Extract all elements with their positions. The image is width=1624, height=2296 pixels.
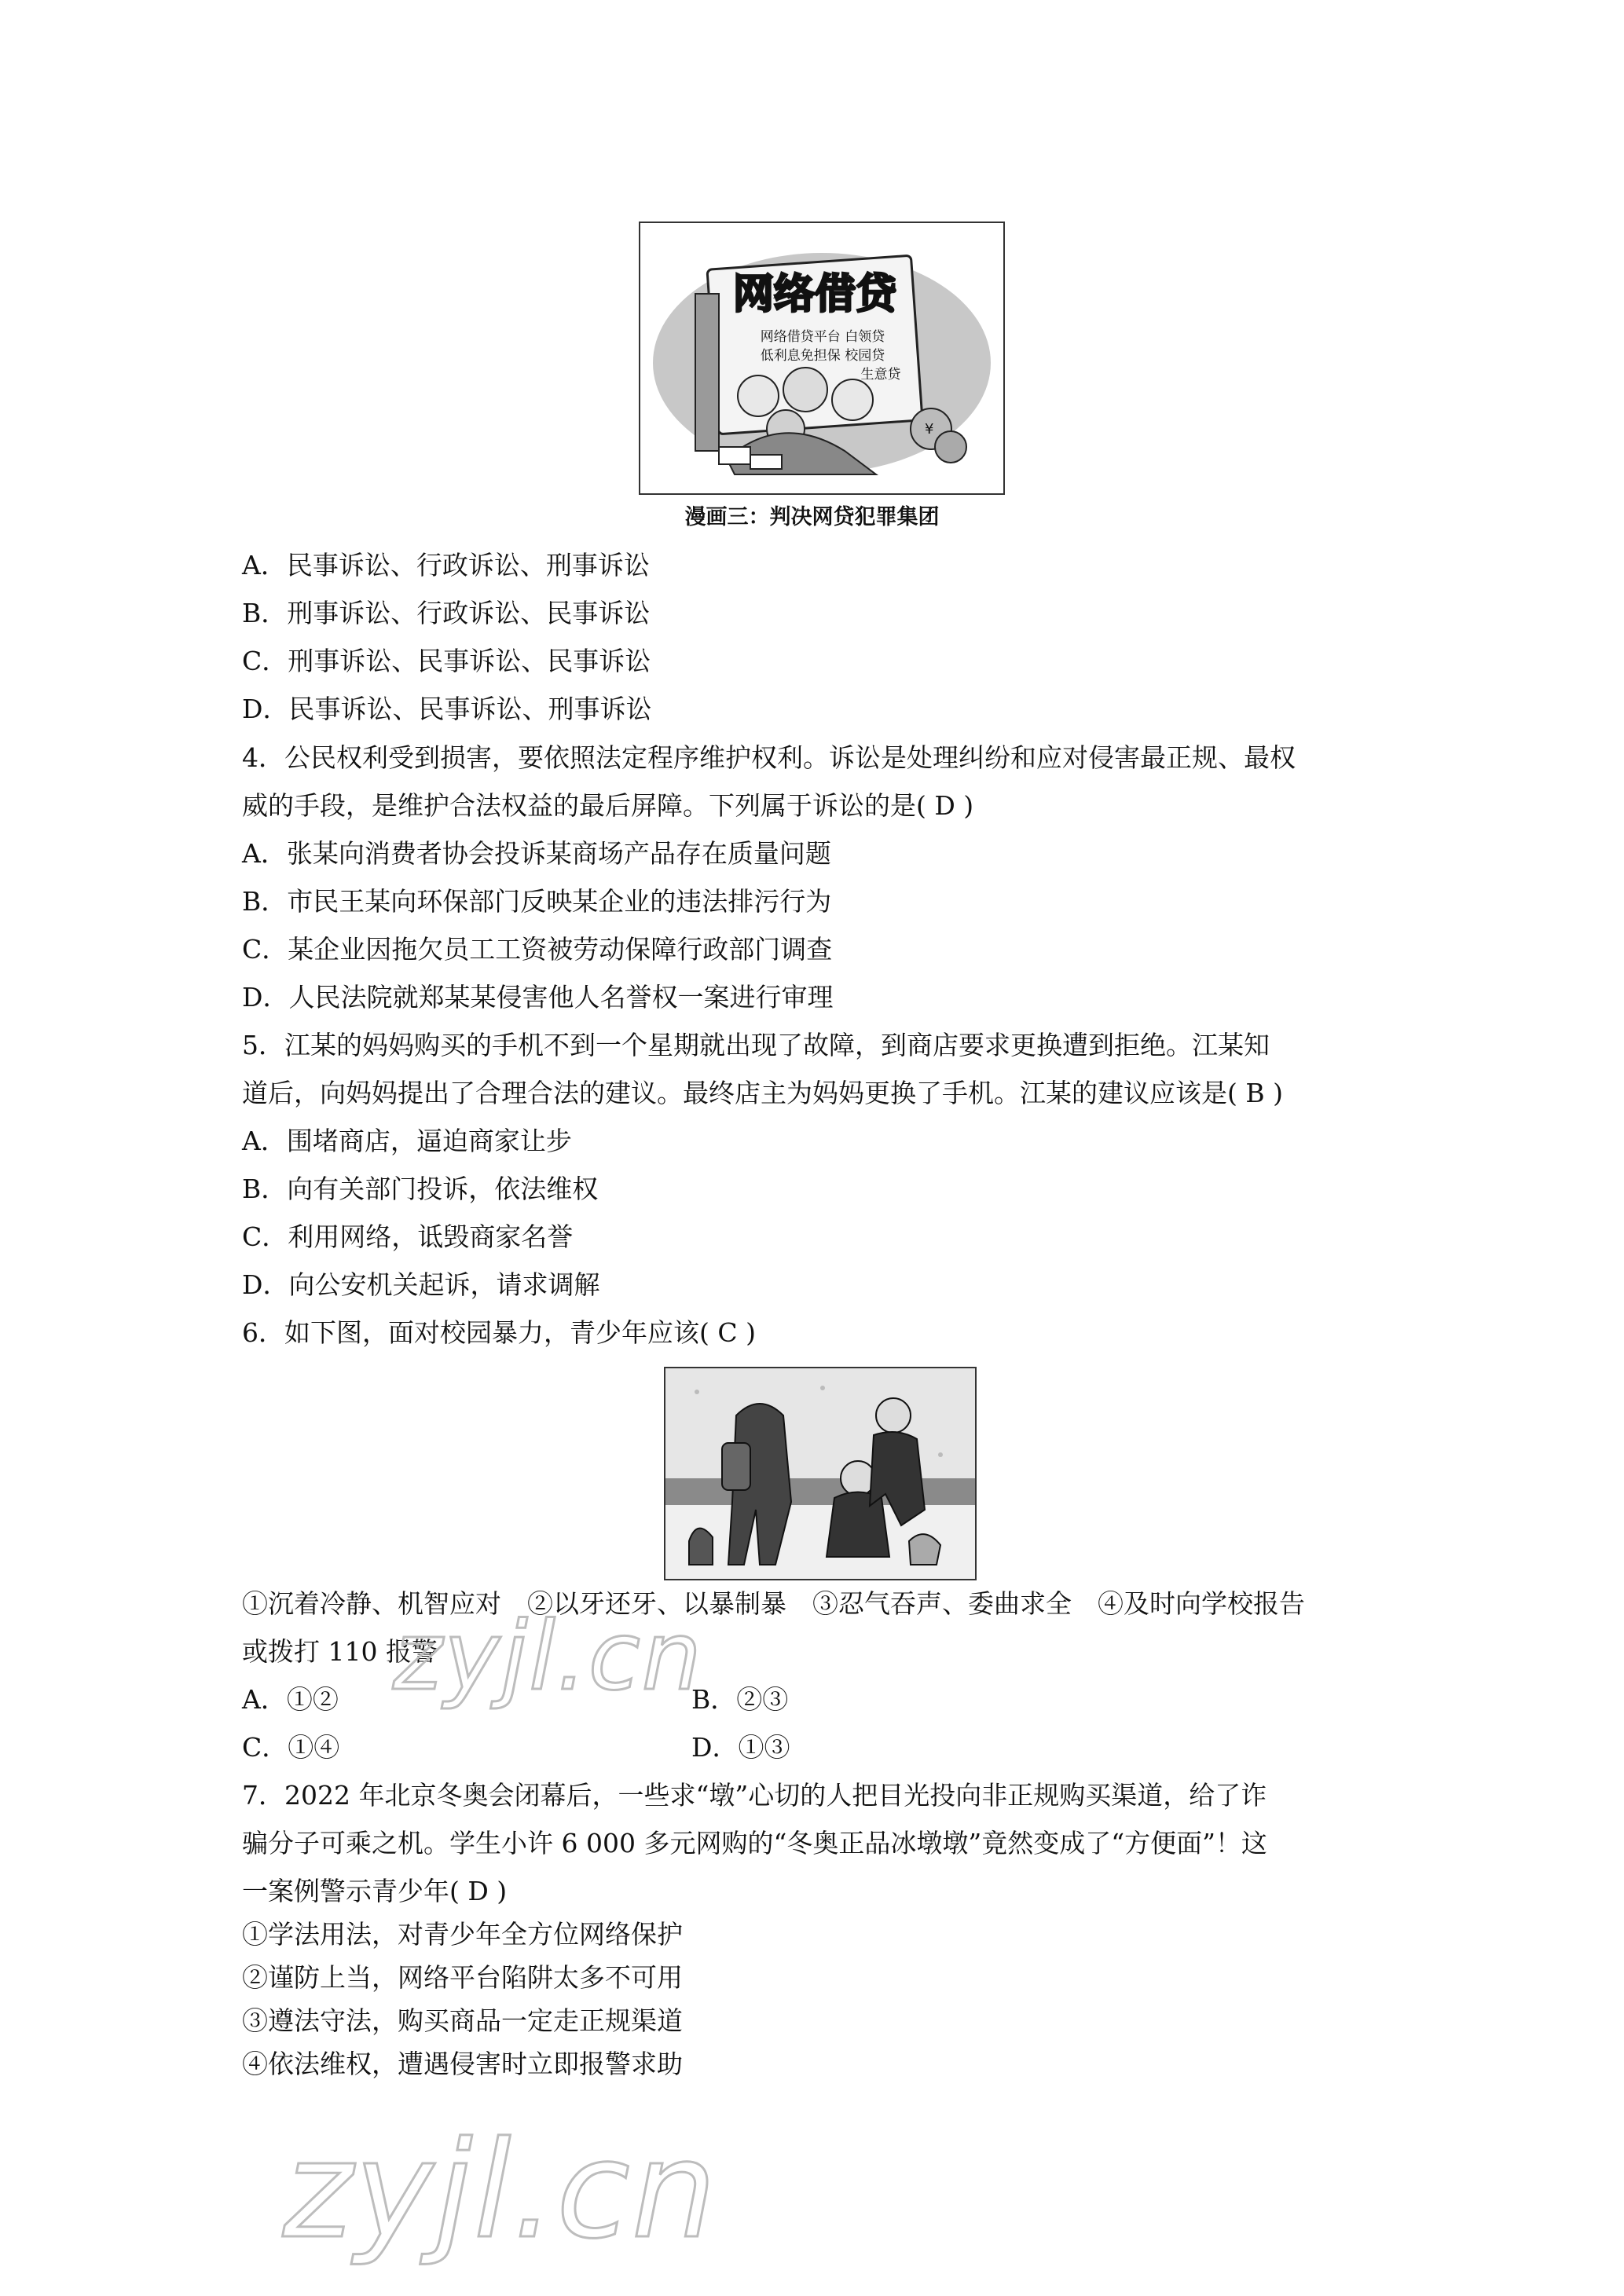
sign-line-3: 生意贷: [860, 367, 901, 383]
sign-line-1: 网络借贷平台 白领贷: [760, 329, 885, 345]
q3-option-b: B．刑事诉讼、行政诉讼、民事诉讼: [242, 598, 651, 628]
q4-option-c: C．某企业因拖欠员工工资被劳动保障行政部门调查: [242, 934, 833, 965]
q3-option-c: C．刑事诉讼、民事诉讼、民事诉讼: [242, 646, 651, 676]
sign-line-2: 低利息免担保 校园贷: [760, 348, 885, 364]
q6-option-c: C．①④: [242, 1732, 340, 1763]
q7-statement-4: ④依法维权，遭遇侵害时立即报警求助: [242, 2049, 683, 2079]
watermark-1: zyjl.cn: [393, 1602, 703, 1712]
q4-option-a: A．张某向消费者协会投诉某商场产品存在质量问题: [242, 838, 831, 869]
q6-statements-line-2: 或拨打 110 报警: [242, 1636, 438, 1667]
q4-stem-line-1: 4．公民权利受到损害，要依照法定程序维护权利。诉讼是处理纠纷和应对侵害最正规、最权: [242, 742, 1296, 773]
q3-option-d: D．民事诉讼、民事诉讼、刑事诉讼: [242, 694, 652, 724]
q6-option-d: D．①③: [691, 1732, 790, 1763]
q6-option-b: B．②③: [691, 1684, 789, 1715]
q7-stem-line-2: 骗分子可乘之机。学生小许 6 000 多元网购的“冬奥正品冰墩墩”竟然变成了“方便面”！这: [242, 1828, 1267, 1858]
q6-statements-line-1: ①沉着冷静、机智应对 ②以牙还牙、以暴制暴 ③忍气吞声、委曲求全 ④及时向学校报告: [242, 1588, 1305, 1619]
q5-option-a: A．围堵商店，逼迫商家让步: [242, 1126, 572, 1156]
q7-statement-1: ①学法用法，对青少年全方位网络保护: [242, 1919, 683, 1950]
yen-bag-icon: ¥: [925, 421, 934, 438]
cartoon-online-loan-figure: [639, 222, 1005, 495]
q6-stem: 6．如下图，面对校园暴力，青少年应该( C ): [242, 1317, 756, 1348]
q4-option-b: B．市民王某向环保部门反映某企业的违法排污行为: [242, 886, 832, 917]
figure1-caption: 漫画三：判决网贷犯罪集团: [684, 505, 940, 529]
q5-stem-line-2: 道后，向妈妈提出了合理合法的建议。最终店主为妈妈更换了手机。江某的建议应该是( B ): [242, 1078, 1283, 1108]
q4-option-d: D．人民法院就郑某某侵害他人名誉权一案进行审理: [242, 982, 834, 1013]
q7-stem-line-3: 一案例警示青少年( D ): [242, 1876, 508, 1906]
watermark-2: zyjl.cn: [283, 2113, 718, 2269]
q5-option-d: D．向公安机关起诉，请求调解: [242, 1269, 600, 1300]
q5-stem-line-1: 5．江某的妈妈购买的手机不到一个星期就出现了故障，到商店要求更换遭到拒绝。江某知: [242, 1030, 1270, 1060]
sign-title: 网络借贷: [732, 271, 897, 318]
q5-option-b: B．向有关部门投诉，依法维权: [242, 1174, 599, 1204]
q7-statement-3: ③遵法守法，购买商品一定走正规渠道: [242, 2005, 683, 2036]
q4-stem-line-2: 威的手段，是维护合法权益的最后屏障。下列属于诉讼的是( D ): [242, 790, 974, 821]
q3-option-a: A．民事诉讼、行政诉讼、刑事诉讼: [242, 550, 650, 580]
q6-option-a: A．①②: [242, 1684, 339, 1715]
q7-statement-2: ②谨防上当，网络平台陷阱太多不可用: [242, 1962, 683, 1993]
school-bullying-figure: [664, 1367, 977, 1580]
cartoon-online-loan-illustration: [640, 223, 1003, 493]
school-bullying-illustration: [665, 1368, 975, 1579]
q7-stem-line-1: 7．2022 年北京冬奥会闭幕后，一些求“墩”心切的人把目光投向非正规购买渠道，给了诈: [242, 1780, 1267, 1811]
q5-option-c: C．利用网络，诋毁商家名誉: [242, 1221, 574, 1252]
